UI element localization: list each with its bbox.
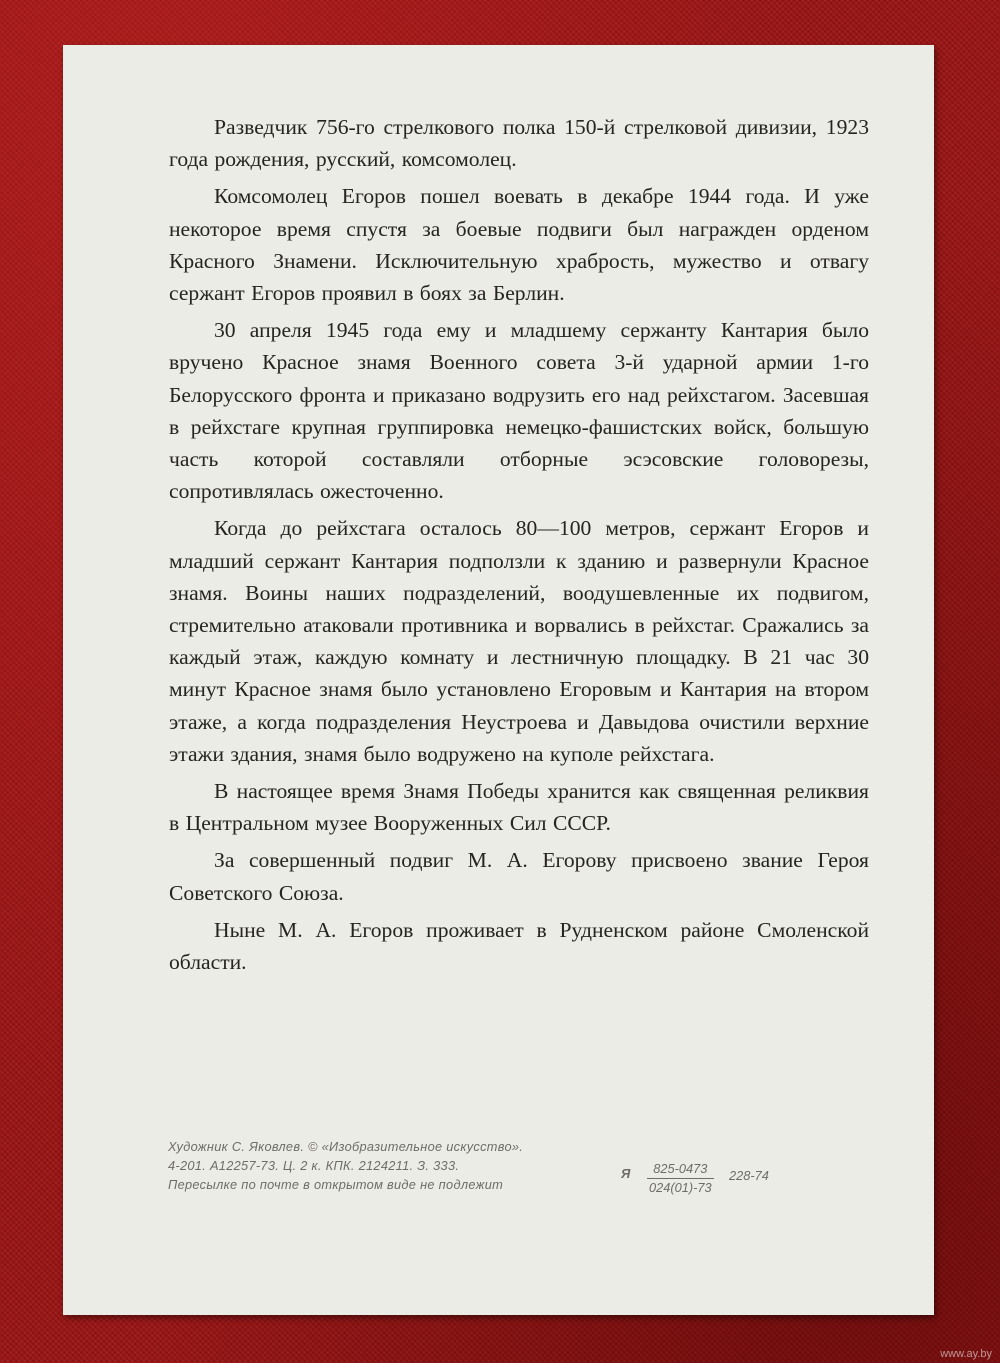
publisher-code-fraction xyxy=(647,1160,714,1197)
publisher-code-numerator: 825-0473 xyxy=(647,1160,714,1179)
paragraph-residence: Ныне М. А. Егоров проживает в Рудненском районе Смоленской области. xyxy=(169,917,869,975)
paragraph-assault: Когда до рейхстага осталось 80—100 метров, сержант Егоров и младший сержант Кантария подползли к зданию и развернули Красное знамя. Воины наших подразделений, воодушевленные их подвигом, стремительно атаковали противника и ворвались в рейхстаг. Сражались за каждый этаж, каждую комнату и лестничную площадку. В 21 час 30 минут Красное знамя было установлено Егоровым и Кантария на втором этаже, а когда подразделения Неустроева и Давыдова очистили верхние этажи здания, знамя было водружено на куполе рейхстага. xyxy=(169,516,869,766)
paragraph-intro: Разведчик 756-го стрелкового полка 150-й стрелковой дивизии, 1923 года рождения, русский, комсомолец. xyxy=(169,115,869,172)
imprint-artist-line: Художник С. Яковлев. © «Изобразительное искусство». xyxy=(168,1139,524,1154)
paragraph-hero-title: За совершенный подвиг М. А. Егорову присвоено звание Героя Советского Союза. xyxy=(169,848,869,905)
biography-text xyxy=(169,111,869,978)
paragraph-enlistment: Комсомолец Егоров пошел воевать в декабре 1944 года. И уже некоторое время спустя за боевые подвиги был награжден орденом Красного Знамени. Исключительную храбрость, мужество и отвагу сержант Егоров проявил в боях за Берлин. xyxy=(169,184,869,306)
publisher-code-letter: Я xyxy=(621,1166,631,1181)
imprint-postal-line: Пересылке по почте в открытом виде не подлежит xyxy=(168,1177,504,1192)
publisher-code-suffix: 228-74 xyxy=(729,1168,769,1183)
paragraph-relic: В настоящее время Знамя Победы хранится как священная реликвия в Центральном музее Вооруженных Сил СССР. xyxy=(169,779,869,836)
postcard-back xyxy=(63,45,934,1315)
publisher-code-denominator: 024(01)-73 xyxy=(649,1180,712,1195)
paragraph-banner-handover: 30 апреля 1945 года ему и младшему сержанту Кантария было вручено Красное знамя Военного совета 3-й ударной армии 1-го Белорусского фронта и приказано водрузить его над рейхстагом. Засевшая в рейхстаге крупная группировка немецко-фашистских войск, большую часть которой составляли отборные эсэсовские головорезы, сопротивлялась ожесточенно. xyxy=(169,318,869,504)
site-watermark: www.ay.by xyxy=(940,1348,992,1360)
imprint-codes-line: 4-201. А12257-73. Ц. 2 к. КПК. 2124211. З. 333. xyxy=(168,1158,460,1173)
